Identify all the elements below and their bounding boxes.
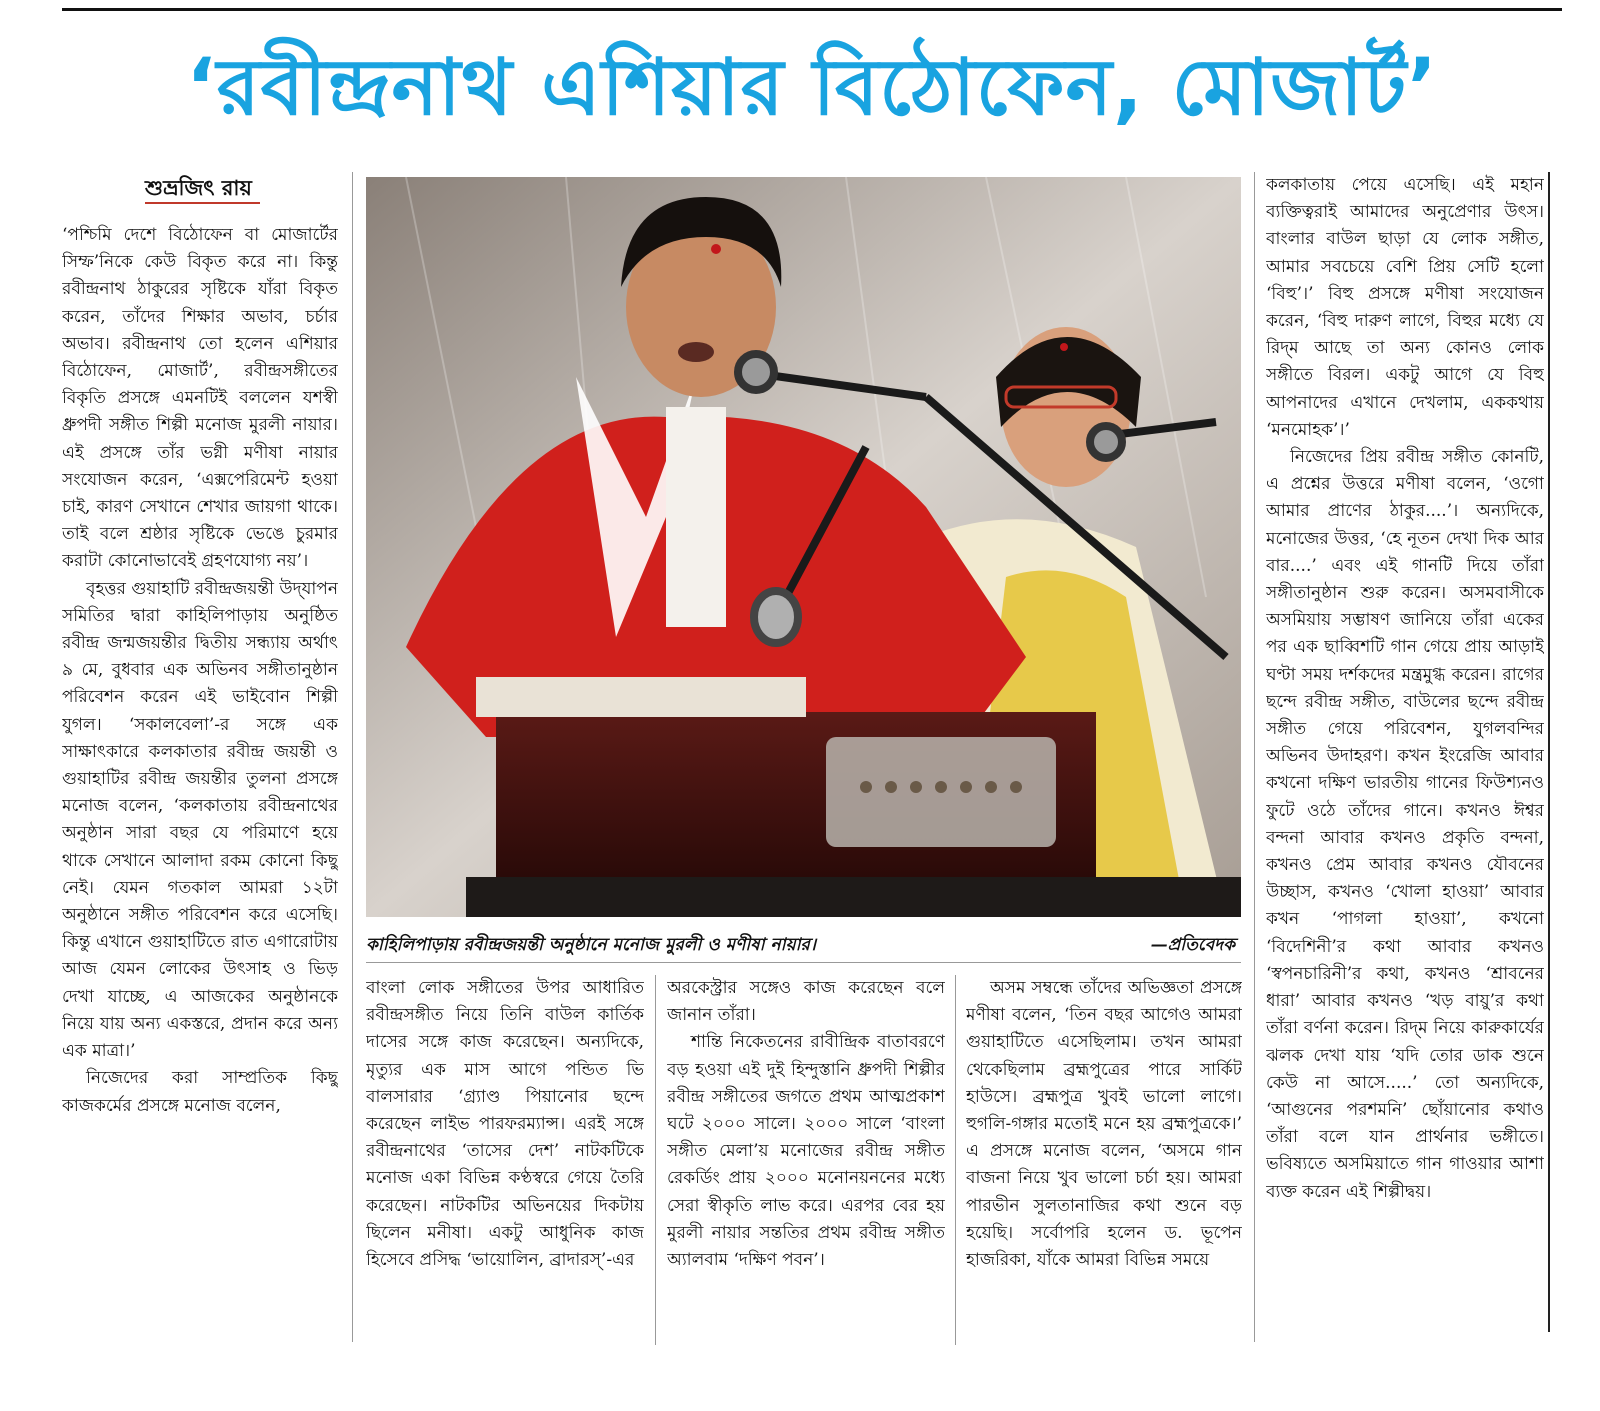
photo-caption bbox=[366, 930, 1241, 958]
paragraph: নিজেদের করা সাম্প্রতিক কিছু কাজকর্মের প্রসঙ্গে মনোজ বলেন, bbox=[62, 1068, 338, 1116]
article-column-4 bbox=[667, 975, 945, 1345]
headline: ‘রবীন্দ্রনাথ এশিয়ার বিঠোফেন, মোজার্ট’ bbox=[186, 43, 1438, 133]
column-divider bbox=[352, 172, 353, 1342]
article-column-6 bbox=[1266, 172, 1544, 1347]
article-column-3 bbox=[366, 975, 644, 1345]
article-column-1 bbox=[62, 222, 338, 1342]
paragraph: কলকাতায় পেয়ে এসেছি। এই মহান ব্যক্তিত্বরাই আমাদের অনুপ্রেণার উৎস। বাংলার বাউল ছাড়া যে লোক সঙ্গীত, আমার সবচেয়ে বেশি প্রিয় সেটি হলো ‘বিহু’।’ বিহু প্রসঙ্গে মণীষা সংযোজন করেন, ‘বিহু দারুণ লাগে, বিহুর মধ্যে যে রিদ্‌ম আছে তা অন্য কোনও লোক সঙ্গীতে বিরল। একটু আগে যে বিহু আপনাদের এখানে দেখলাম, এককথায় ‘মনমোহক’।’ bbox=[1266, 175, 1544, 440]
paragraph: বৃহত্তর গুয়াহাটি রবীন্দ্রজয়ন্তী উদ্‌যাপন সমিতির দ্বারা কাহিলিপাড়ায় অনুষ্ঠিত রবীন্দ্র জন্মজয়ন্তীর দ্বিতীয় সন্ধ্যায় অর্থাৎ ৯ মে, বুধবার এক অভিনব সঙ্গীতানুষ্ঠান পরিবেশন করেন এই ভাইবোন শিল্পী যুগল। ‘সকালবেলা’-র সঙ্গে এক সাক্ষাৎকারে কলকাতার রবীন্দ্র জয়ন্তী ও গুয়াহাটির রবীন্দ্র জয়ন্তীর তুলনা প্রসঙ্গে মনোজ বলেন, ‘কলকাতায় রবীন্দ্রনাথের অনুষ্ঠান সারা বছর যে পরিমাণে হয়ে থাকে সেখানে আলাদা রকম কোনো কিছু নেই। যেমন গতকাল আমরা ১২টা অনুষ্ঠানে সঙ্গীত পরিবেশন করে এসেছি। কিন্তু এখানে গুয়াহাটিতে রাত এগারোটায় আজ যেমন লোকের উৎসাহ ও ভিড় দেখা যাচ্ছে, এ আজকের অনুষ্ঠানকে নিয়ে যায় অন্য একস্তরে, প্রদান করে অন্য এক মাত্রা।’ bbox=[62, 578, 338, 1062]
top-rule bbox=[62, 8, 1562, 11]
paragraph: অরকেস্ট্রার সঙ্গেও কাজ করেছেন বলে জানান তাঁরা। bbox=[667, 978, 945, 1026]
news-photo bbox=[366, 177, 1241, 917]
column-divider bbox=[655, 975, 656, 1345]
article-column-5 bbox=[966, 975, 1242, 1345]
byline-underline bbox=[145, 202, 260, 204]
photo-illustration bbox=[366, 177, 1241, 917]
byline: শুভ্রজিৎ রায় bbox=[145, 175, 252, 200]
paragraph: নিজেদের প্রিয় রবীন্দ্র সঙ্গীত কোনটি, এ প্রশ্নের উত্তরে মণীষা বলেন, ‘ওগো আমার প্রাণের ঠাকুর....’। অন্যদিকে, মনোজের উত্তর, ‘হে নূতন দেখা দিক আর বার....’ এবং এই গানটি দিয়ে তাঁরা সঙ্গীতানুষ্ঠান শুরু করেন। অসমবাসীকে অসমিয়ায় সম্ভাষণ জানিয়ে তাঁরা একের পর এক ছাব্বিশটি গান গেয়ে প্রায় আড়াই ঘণ্টা সময় দর্শকদের মন্ত্রমুগ্ধ করেন। রাগের ছন্দে রবীন্দ্র সঙ্গীত, বাউলের ছন্দে রবীন্দ্র সঙ্গীত গেয়ে পরিবেশন, যুগলবন্দির অভিনব উদাহরণ। কখন ইংরেজি আবার কখনো দক্ষিণ ভারতীয় গানের ফিউশ্যনও ফুটে ওঠে তাঁদের গানে। কখনও ঈশ্বর বন্দনা আবার কখনও প্রকৃতি বন্দনা, কখনও প্রেম আবার কখনও যৌবনের উচ্ছাস, কখনও ‘খোলা হাওয়া’ আবার কখন ‘পাগলা হাওয়া’, কখনো ‘বিদেশিনী’র কথা আবার কখনও ‘স্বপনচারিনী’র কথা, কখনও ‘শ্রাবনের ধারা’ আবার কখনও ‘খড় বায়ু’র কথা তাঁরা বর্ণনা করেন। রিদ্‌ম নিয়ে কারুকার্যের ঝলক দেখা যায় ‘যদি তোর ডাক শুনে কেউ না আসে.....’ তো অন্যদিকে, ‘আগুনের পরশমনি’ ছোঁয়ানোর কথাও তাঁরা বলে যান প্রার্থনার ভঙ্গীতে। ভবিষ্যতে অসমিয়াতে গান গাওয়ার আশা ব্যক্ত করেন এই শিল্পীদ্বয়। bbox=[1266, 447, 1544, 1202]
page-edge-rule bbox=[1548, 172, 1550, 1332]
column-divider bbox=[955, 975, 956, 1345]
caption-divider bbox=[366, 962, 1241, 963]
paragraph: শান্তি নিকেতনের রাবীন্দ্রিক বাতাবরণে বড় হওয়া এই দুই হিন্দুস্তানি ধ্রুপদী শিল্পীর রবীন্দ্র সঙ্গীতের জগতে প্রথম আত্মপ্রকাশ ঘটে ২০০০ সালে। ২০০০ সালে ‘বাংলা সঙ্গীত মেলা’য় মনোজের রবীন্দ্র সঙ্গীত রেকর্ডিং প্রায় ২০০০ মনোনয়ননের মধ্যে সেরা স্বীকৃতি লাভ করে। এরপর বের হয় মুরলী নায়ার সন্ততির প্রথম রবীন্দ্র সঙ্গীত অ্যালবাম ‘দক্ষিণ পবন’। bbox=[667, 1032, 945, 1271]
paragraph: ‘পশ্চিমি দেশে বিঠোফেন বা মোজার্টের সিম্ফ’নিকে কেউ বিকৃত করে না। কিন্তু রবীন্দ্রনাথ ঠাকুরের সৃষ্টিকে যাঁরা বিকৃত করেন, তাঁদের শিক্ষার অভাব, চর্চার অভাব। রবীন্দ্রনাথ তো হলেন এশিয়ার বিঠোফেন, মোজার্ট’, রবীন্দ্রসঙ্গীতের বিকৃতি প্রসঙ্গে এমনটিই বললেন যশস্বী ধ্রুপদী সঙ্গীত শিল্পী মনোজ মুরলী নায়ার। এই প্রসঙ্গে তাঁর ভগ্নী মণীষা নায়ার সংযোজন করেন, ‘এক্সপেরিমেন্ট হওয়া চাই, কারণ সেখানে শেখার জায়গা থাকে। তাই বলে শ্রষ্ঠার সৃষ্টিকে ভেঙে চুরমার করাটা কোনোভাবেই গ্রহণযোগ্য নয়’। bbox=[62, 225, 338, 572]
column-divider bbox=[1254, 172, 1255, 1342]
paragraph: অসম সম্বন্ধে তাঁদের অভিজ্ঞতা প্রসঙ্গে মণীষা বলেন, ‘তিন বছর আগেও আমরা গুয়াহাটিতে এসেছিলাম। তখন আমরা থেকেছিলাম ব্রহ্মপুত্রের পারে সার্কিট হাউসে। ব্রহ্মপুত্র খুবই ভালো লাগে। হুগলি-গঙ্গার মতোই মনে হয় ব্রহ্মপুত্রকে।’ এ প্রসঙ্গে মনোজ বলেন, ‘অসমে গান বাজনা নিয়ে খুব ভালো চর্চা হয়। আমরা পারভীন সুলতানাজির কথা শুনে বড় হয়েছি। সর্বোপরি হলেন ড. ভূপেন হাজরিকা, যাঁকে আমরা বিভিন্ন সময়ে bbox=[966, 978, 1242, 1271]
caption-text: কাহিলিপাড়ায় রবীন্দ্রজয়ন্তী অনুষ্ঠানে মনোজ মুরলী ও মণীষা নায়ার। bbox=[366, 935, 816, 955]
photo-credit: —প্রতিবেদক bbox=[1150, 935, 1235, 955]
paragraph: বাংলা লোক সঙ্গীতের উপর আধারিত রবীন্দ্রসঙ্গীত নিয়ে তিনি বাউল কার্তিক দাসের সঙ্গে কাজ করেছেন। অন্যদিকে, মৃত্যুর এক মাস আগে পন্ডিত ভি বালসারার ‘গ্র্যাণ্ড পিয়ানোর ছন্দে করেছেন লাইভ পারফরম্যান্স। এরই সঙ্গে রবীন্দ্রনাথের ‘তাসের দেশ’ নাটকটিকে মনোজ একা বিভিন্ন কণ্ঠস্বরে গেয়ে তৈরি করেছেন। নাটকটির অভিনয়ের দিকটায় ছিলেন মনীষা। একটু আধুনিক কাজ হিসেবে প্রসিদ্ধ ‘ভায়োলিন, ব্রাদারস্’-এর bbox=[366, 978, 644, 1271]
